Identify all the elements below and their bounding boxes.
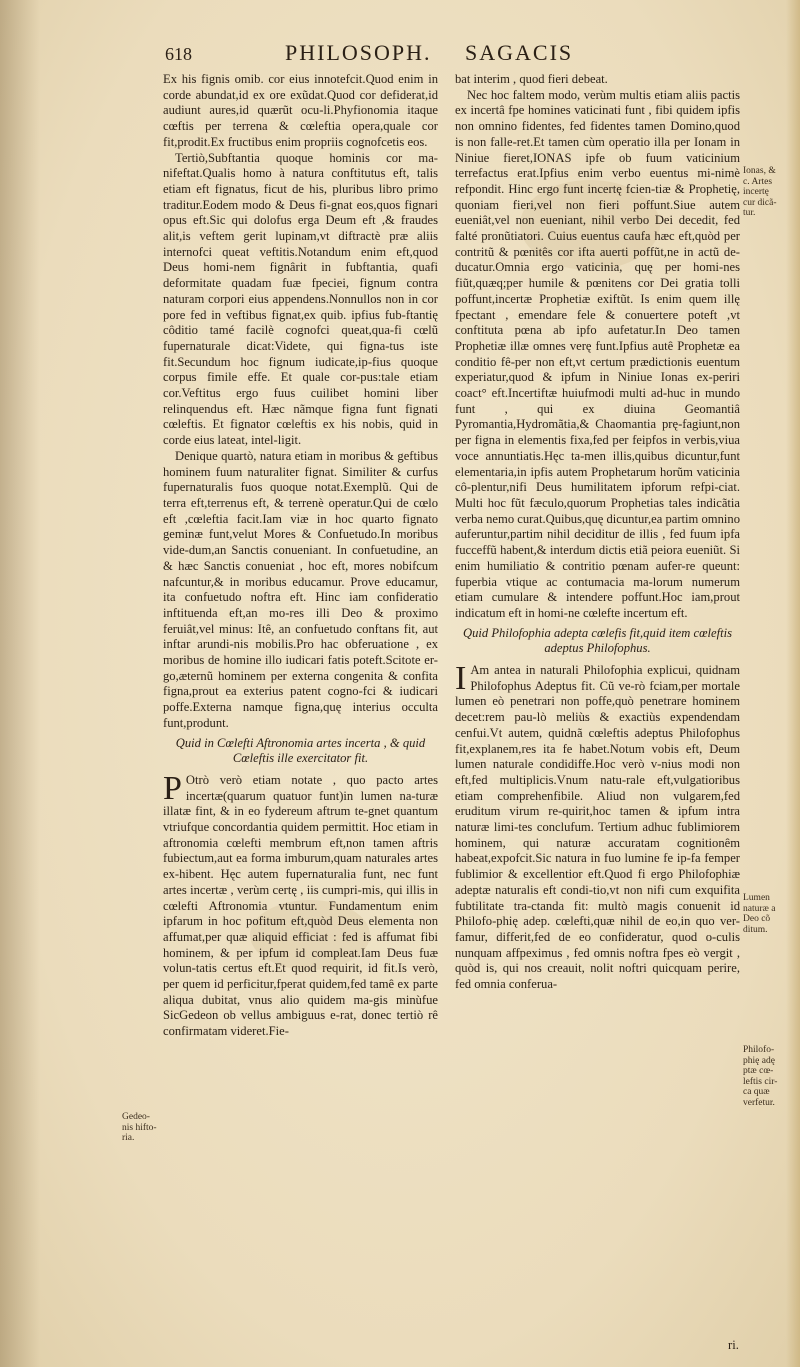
margin-note: Gedeo-nis hifto-ria.: [122, 1112, 157, 1143]
drop-cap: I: [455, 660, 467, 698]
spine-shadow: [0, 0, 40, 1367]
running-title-left: PHILOSOPH.: [285, 40, 432, 65]
right-column: [455, 72, 740, 993]
margin-note: Lumen naturæ a Deo cõ ditum.: [743, 893, 776, 935]
catchword: ri.: [728, 1338, 739, 1352]
paragraph: bat interim , quod fieri debeat.: [455, 72, 608, 86]
margin-note: Philofo-phię adę ptæ cœ-leftis cir-ca quæ verfetur.: [743, 1045, 778, 1108]
paragraph: Nec hoc faltem modo, verùm multis etiam aliis pactis ex incertâ fpe homines vaticinati funt , fibi quidem ipfis non omnino fidentes, fed fidentes tamen Domino,quod is non falle-ret.Et tamen cùm operatio illa per Ionam in Niniue fieret,IONAS ipfe ob fuum vaticinium terrefactus erat.Ipfius enim verbo euentus mi-nimè refpondit. Hinc ergo funt incertę fcien-tiæ & Prophetię, quoniam fieri,vel non fieri poffunt.Siue autem eueniât,vel non eueniant, nihil verbo Dei decedit, fed falté pronũtiatori. Cuius euentus caufa hæc eft,quòd per contritũ & pœnitês cor ifta auerti poffũt,ne in actũ de-ducatur.Omnia ergo vaticinia, quę per homi-nes fiũt,quæq;per humile & pœnitens cor Dei gratia tolli poffunt,incertæ Prophetiæ exiftũt. Is enim quem illę fpectant , emendare fele & conuertere poteft ,vt conftituta pœna ab ipfo aufetatur.In Deo tamen Prophetiæ illæ omnes verę funt.Ipfius autê Prophetæ ea conditio fê-per non eft,vt certum prædictionis euentum experiatur,quod & ipfum in Niniue Ionas ex-periri coact° eft.Incertiftæ huiufmodi multi ad-huc in mundo funt , qui ex diuina Geomantiâ Pyromantia,Hydromãtia,& Chaomantia prę-fagiunt,non per figna in elementis fixa,fed per feipfos in verbis,viua voce annuntiatis.Hęc ta-men illis,quibus dicuntur,funt elementaria,in ipfis autem Prophetarum horũm vaticinia cô-plentur,nifi Deus humilitatem ipforum refpi-ciat. Multi hoc fũt fæculo,quorum Prophetias tales indicãtia verba nemo curat.Quibus,quę dicuntur,ea partim omnino auferuntur,partim nihil deciditur de illis , fed fuum ipfa fucceffũ habent,& interdum dictis etiã peiora eueniũt. Si enim humiliatio & contritio pœnam aufer-re queunt: fuperbia vtique ac contumacia ma-lorum numerum etiam cumulare & intendere poffunt.Hoc iam,prout indicatum eft in homi-ne cœlefte incertum eft.: [455, 87, 740, 620]
dropcap-text: Am antea in naturali Philofophia explicui, quidnam Philofophus Adeptus fit. Cũ ve-rò fciam,per mortale lumen eò penetrari non poffe,quò penetrare hominem decet:rem pau-lò meliùs & exactiùs expendendam cenfui.Vt autem, quidnã cœleftis adeptus Philofophus fit,explanem,res ita fe habet.Notum vobis eft, Deum lumen naturale condidiffe.Hoc verò v-nius modi non eft,fed multiplicis.Vnum natu-rale eft,vulgatioribus etiam comprehenfibile. Aliud non vulgarem,fed eruditum virum re-quirit,hoc tamen & ipfum intra naturæ limi-tes conclufum. Tertium adhuc fublimiorem hominem, qui naturæ accuratam cognitionêm habeat,expofcit.Sic natura in fuo lumine fe ip-fa femper fublimior & excellentior eft.Quod fi ergo Philofophiæ adeptæ naturalis eft condi-tio,vt non nifi cum exquifita fubtilitate tra-ctanda fit: multò magis conuenit id Philofo-phię adep. cœlefti,quæ nihil de eo,in quo ver-famur, differit,fed de eo confideratur, quod o-culis nunquam affpeximus , fed omnis noftra fpes eò vergit , quòd is, qui nos creauit, nolit noftri quicquam perire, fed omnia conferua-: [455, 663, 740, 992]
page-edge: [786, 0, 800, 1367]
paragraph: [455, 660, 740, 993]
left-column: [163, 72, 438, 1040]
drop-cap: P: [163, 769, 182, 807]
paragraph: [163, 769, 438, 1040]
section-heading: Quid Philofophia adepta cœlefis fit,quid item cœleftis adeptus Philofophus.: [463, 625, 732, 656]
page-number: 618: [165, 44, 192, 64]
running-header: [165, 40, 695, 70]
paragraph: Tertiò,Subftantia quoque hominis cor ma-nifeftat.Qualis homo à natura conftitutus eft, talis etiam eft fignatus, ficut de his, pluribus libro primo traditur.Eodem modo & Deus fi-gnat eos,quos fignari opus eft.Sic qui dolofus erga Deum eft ,& fraudes alit,is veftem gerit lupinam,vt diftractè præ aliis internofci queat veftitis.Notandum enim eft,quod Deus homi-nem fignârit in fubftantia, quafi deformitate quadam fuæ fpeciei, fignum contra naturam corpori eius appendens.Nonnullos non in cor pore fed in veftibus fignat,ex quib. ipfius fub-ftantię côditio tamé facilè cognofci queat,qua-fi cœlũ fupernaturale dicat:Videte, qui figna-tus iste fit.Secundum hoc fignum iudicate,ip-fius quoque corpus fimile effe. Et quale cor-pus:tale etiam cor.Veftitus ergo fuus cuilibet homini liber relinquendus eft. Hæc nãmque figna funt fignati cœleftis. Et fignator cœleftis ex his nobis, quid in corde eius lateat, intel-ligit.: [163, 150, 438, 448]
paragraph: Ex his fignis omib. cor eius innotefcit.Quod enim in corde abundat,id ex ore exũdat.Quod cor defiderat,id audiunt aures,id quærũt ocu-li.Phyfionomia itaque cœftis per terrena & cœleftia opera,quale cor fit,prodit.Ex fructibus enim propriis cognofcetis eos.: [163, 72, 438, 149]
margin-note: Ionas, & c. Artes incertę cur dicã-tur.: [743, 166, 777, 218]
paragraph: Denique quartò, natura etiam in moribus & geftibus hominem fuum naturaliter fignat. Similiter & curfus fupernaturalis fuos quoque notat.Exemplũ. Qui de terra eft,terrenus eft, & terrenè operatur.Qui de cœlo eft ,cœleftia facit.Iam viæ in hoc quarto fignato geminæ funt,velut Mores & Confuetudo.In moribus vide-dum,an Sanctis conueniant. In confuetudine, an & hæc Sanctis conueniat , hoc eft, mores nobifcum nafcuntur,& in moribus educamur. Prove educamur, ita confuetudo noftra eft. Hinc iam confideratio inftituenda eft,an mo-res illi Deo & proximo feruiât,vel minus: Itê, an confuetudo conftans fit, aut inftar arundi-nis mobilis.Pro hac obferuatione , ex moribus de homine illo iudicari fatis poteft.Scitote er-go,æternũ hominem per externa congenita & confita figna,prout ea exterius patent cogno-fci & iudicari poffe.Externa namque figna,quę interius occulta funt,produnt.: [163, 448, 438, 730]
dropcap-text: Otrò verò etiam notate , quo pacto artes incertæ(quarum quatuor funt)in lumen na-turæ illatæ fint, & in eo fydereum aftrum te-gnet quantum vtriufque concordantia quidem permittit. Hoc etiam in aftronomia cœlefti membrum eft,non tamen aftris fubiectum,aut ea forma imburum,quam naturales artes ex-hibent. Hęc autem fupernaturalia funt, nec funt artes incertæ , verùm certę , iis cumpri-mis, qui illis in cœlefti Aftronomia vtuntur. Fundamentum enim ipfarum in hoc pofitum eft,quòd Deus elementa non affumat,per quæ aliquid efficiat : fed is affumat fibi hominem, & per ipfum id compleat.Iam Deus fuæ volun-tatis certus eft.Et quod requirit, id fit.Is verò, per quem id perficitur,fperat quidem,fed tamê ex parte aliqua dubitat, vnus alio quidem ma-gis minùfue SicGedeon ob vellus ambiguus e-rat, donec tertiò rê confirmatam videret.Fie-: [163, 772, 438, 1039]
running-title-right: SAGACIS: [465, 40, 574, 65]
section-heading: Quid in Cœlefti Aftronomia artes incerta , & quid Cœleftis ille exercitator fit.: [175, 735, 426, 766]
